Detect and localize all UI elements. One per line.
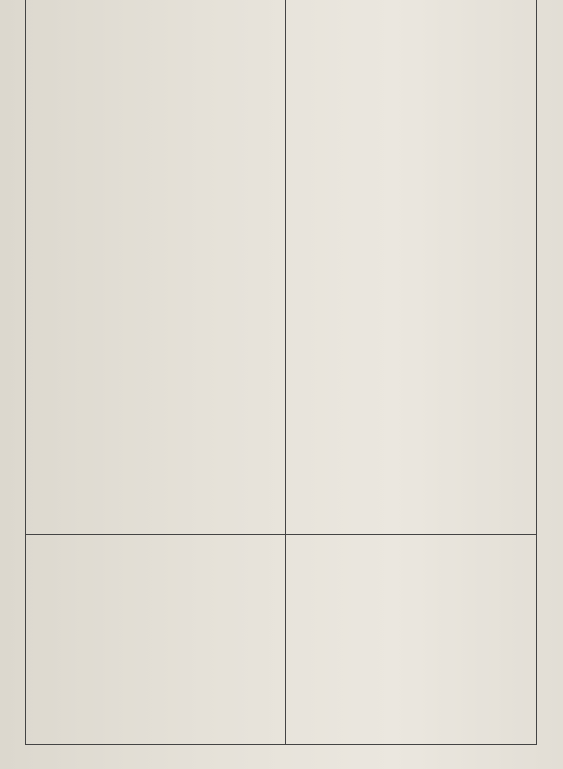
row-divider (26, 534, 536, 535)
form-table (25, 0, 537, 745)
column-divider (285, 0, 286, 744)
